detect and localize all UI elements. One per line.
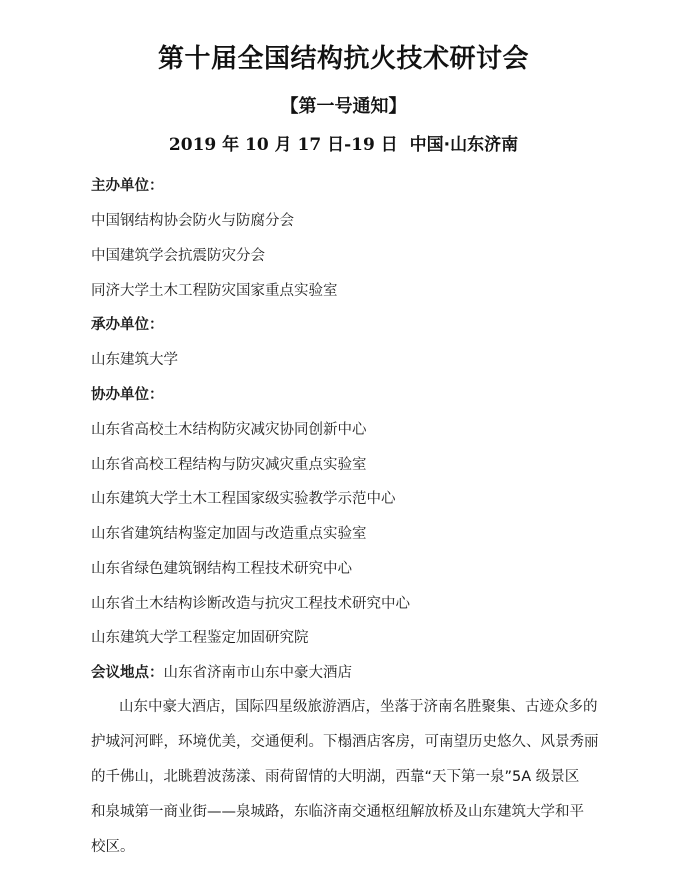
co-organizer-item: 山东省高校工程结构与防灾减灾重点实验室 xyxy=(91,457,367,473)
co-organizers-heading: 协办单位： xyxy=(91,387,164,403)
co-organizer-item: 山东省绿色建筑钢结构工程技术研究中心 xyxy=(91,561,352,577)
date-location-line xyxy=(0,130,687,155)
host-heading: 承办单位： xyxy=(91,317,164,333)
co-organizer-item: 山东建筑大学土木工程国家级实验教学示范中心 xyxy=(91,491,396,507)
organizer-item: 中国建筑学会抗震防灾分会 xyxy=(91,248,265,264)
conference-city: 中国·山东济南 xyxy=(409,135,519,155)
document-title: 第十届全国结构抗火技术研讨会 xyxy=(157,44,529,74)
host-item: 山东建筑大学 xyxy=(91,352,178,368)
venue-value: 山东省济南市山东中豪大酒店 xyxy=(163,665,352,681)
co-organizer-item: 山东省土木结构诊断改造与抗灾工程技术研究中心 xyxy=(91,596,410,612)
co-organizer-item: 山东建筑大学工程鉴定加固研究院 xyxy=(91,630,309,646)
organizers-heading: 主办单位： xyxy=(91,178,164,194)
paragraph-line: 校区。 xyxy=(91,839,135,855)
conference-date: 2019 年 10 月 17 日-19 日 xyxy=(168,135,398,155)
co-organizer-item: 山东省高校土木结构防灾减灾协同创新中心 xyxy=(91,422,367,438)
co-organizer-item: 山东省建筑结构鉴定加固与改造重点实验室 xyxy=(91,526,367,542)
paragraph-line: 山东中豪大酒店，国际四星级旅游酒店，坐落于济南名胜聚集、古迹众多的 xyxy=(119,699,598,715)
notice-number: 【第一号通知】 xyxy=(280,96,407,117)
paragraph-line: 护城河河畔，环境优美，交通便利。下榻酒店客房，可南望历史悠久、风景秀丽 xyxy=(91,734,599,750)
venue-label: 会议地点： xyxy=(91,665,164,681)
paragraph-line: 的千佛山，北眺碧波荡漾、雨荷留情的大明湖，西靠“天下第一泉”5A 级景区 xyxy=(91,769,580,785)
organizer-item: 同济大学土木工程防灾国家重点实验室 xyxy=(91,283,338,299)
paragraph-line: 和泉城第一商业街——泉城路，东临济南交通枢纽解放桥及山东建筑大学和平 xyxy=(91,804,584,820)
organizer-item: 中国钢结构协会防火与防腐分会 xyxy=(91,213,294,229)
venue-line xyxy=(91,661,352,682)
